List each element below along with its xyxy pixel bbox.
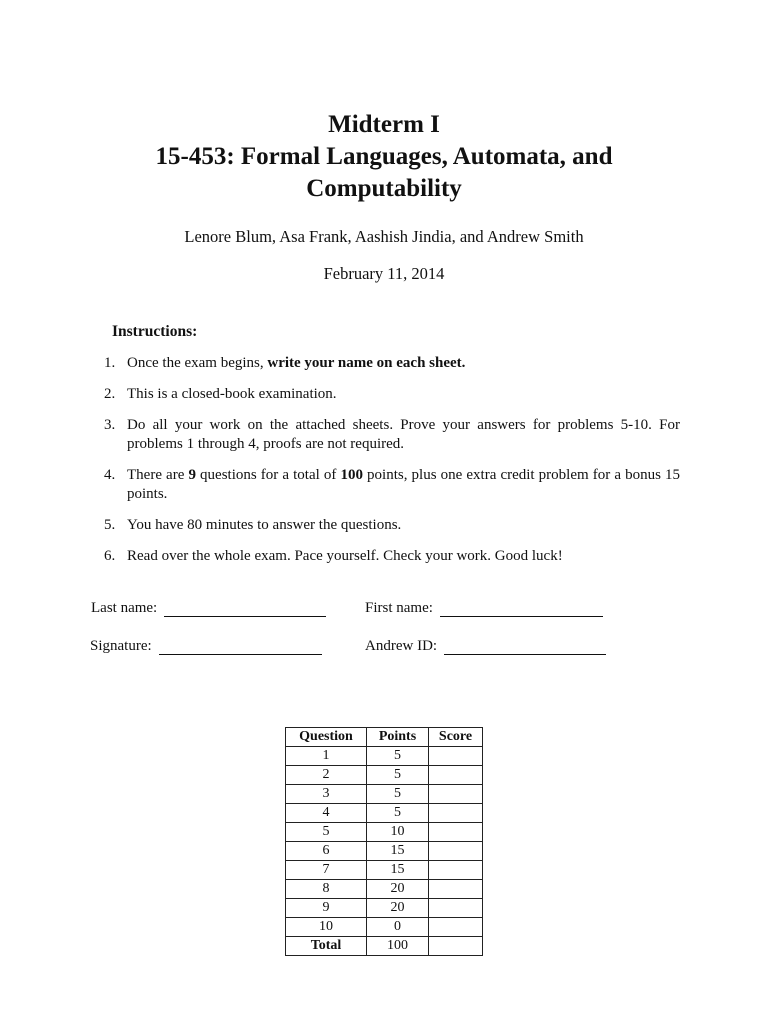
instructions-heading: Instructions: xyxy=(112,323,198,340)
score-table-header-row xyxy=(286,728,483,747)
score-table xyxy=(285,727,483,956)
table-row xyxy=(286,880,483,899)
first-name-label: First name: xyxy=(365,600,433,616)
instruction-item xyxy=(104,516,680,535)
instruction-text: points, plus one extra credit problem for a bonus 15 points. xyxy=(127,467,680,502)
instruction-text: You have 80 minutes to answer the questions. xyxy=(127,517,402,533)
table-row xyxy=(286,842,483,861)
instruction-number: 3. xyxy=(104,417,116,433)
instruction-item xyxy=(104,354,680,373)
question-cell: 9 xyxy=(286,899,367,918)
instruction-item xyxy=(104,466,680,504)
score-cell[interactable] xyxy=(429,861,483,880)
table-row xyxy=(286,804,483,823)
instruction-text: There are xyxy=(127,467,189,483)
instruction-text: Once the exam begins, xyxy=(127,355,268,371)
instruction-number: 2. xyxy=(104,386,116,402)
instruction-item xyxy=(104,385,680,404)
score-cell[interactable] xyxy=(429,766,483,785)
course-title-line1: 15-453: Formal Languages, Automata, and xyxy=(155,143,613,170)
instruction-emphasis: 9 xyxy=(188,467,196,483)
points-cell: 15 xyxy=(367,861,429,880)
table-row xyxy=(286,747,483,766)
last-name-line[interactable] xyxy=(164,602,326,617)
points-cell: 20 xyxy=(367,899,429,918)
exam-title: Midterm I xyxy=(328,111,440,138)
points-cell: 5 xyxy=(367,785,429,804)
points-cell: 5 xyxy=(367,747,429,766)
column-header-points: Points xyxy=(367,728,429,747)
score-cell[interactable] xyxy=(429,823,483,842)
score-cell[interactable] xyxy=(429,880,483,899)
score-cell[interactable] xyxy=(429,747,483,766)
table-row xyxy=(286,861,483,880)
points-cell: 5 xyxy=(367,804,429,823)
instruction-emphasis: 100 xyxy=(340,467,363,483)
score-cell[interactable] xyxy=(429,918,483,937)
column-header-score: Score xyxy=(429,728,483,747)
instruction-text: Read over the whole exam. Pace yourself. Check your work. Good luck! xyxy=(127,548,563,564)
points-cell: 20 xyxy=(367,880,429,899)
score-cell[interactable] xyxy=(429,804,483,823)
course-title-line2: Computability xyxy=(306,175,462,202)
signature-line[interactable] xyxy=(159,640,322,655)
instruction-item xyxy=(104,547,680,566)
table-row xyxy=(286,785,483,804)
question-cell: 2 xyxy=(286,766,367,785)
andrew-id-label: Andrew ID: xyxy=(365,638,438,654)
instructions-list xyxy=(104,354,680,578)
question-cell: 6 xyxy=(286,842,367,861)
question-cell: 8 xyxy=(286,880,367,899)
table-row xyxy=(286,823,483,842)
andrew-id-line[interactable] xyxy=(444,640,606,655)
first-name-line[interactable] xyxy=(440,602,603,617)
question-cell: 5 xyxy=(286,823,367,842)
signature-field xyxy=(90,638,322,655)
last-name-field xyxy=(91,600,326,617)
score-cell[interactable] xyxy=(429,842,483,861)
table-row xyxy=(286,899,483,918)
question-cell: 10 xyxy=(286,918,367,937)
instruction-text: Do all your work on the attached sheets. Prove your answers for problems 5-10. For problems 1 through 4, proofs are not required. xyxy=(127,417,680,452)
authors: Lenore Blum, Asa Frank, Aashish Jindia, and Andrew Smith xyxy=(184,227,584,246)
total-points-cell: 100 xyxy=(367,937,429,956)
signature-label: Signature: xyxy=(90,638,152,654)
score-cell[interactable] xyxy=(429,785,483,804)
instruction-item xyxy=(104,416,680,454)
question-cell: 4 xyxy=(286,804,367,823)
total-label: Total xyxy=(286,937,367,956)
instruction-number: 6. xyxy=(104,548,116,564)
column-header-question: Question xyxy=(286,728,367,747)
exam-date: February 11, 2014 xyxy=(323,264,445,283)
question-cell: 7 xyxy=(286,861,367,880)
total-row xyxy=(286,937,483,956)
instruction-text: This is a closed-book examination. xyxy=(127,386,337,402)
first-name-field xyxy=(365,600,603,617)
instruction-number: 4. xyxy=(104,467,116,483)
total-score-cell[interactable] xyxy=(429,937,483,956)
instruction-emphasis: write your name on each sheet. xyxy=(267,355,466,371)
points-cell: 15 xyxy=(367,842,429,861)
instruction-number: 1. xyxy=(104,355,116,371)
question-cell: 3 xyxy=(286,785,367,804)
table-row xyxy=(286,766,483,785)
points-cell: 10 xyxy=(367,823,429,842)
table-row xyxy=(286,918,483,937)
points-cell: 0 xyxy=(367,918,429,937)
question-cell: 1 xyxy=(286,747,367,766)
andrew-id-field xyxy=(365,638,606,655)
points-cell: 5 xyxy=(367,766,429,785)
score-cell[interactable] xyxy=(429,899,483,918)
last-name-label: Last name: xyxy=(91,600,158,616)
instruction-text: questions for a total of xyxy=(195,467,341,483)
instruction-number: 5. xyxy=(104,517,116,533)
